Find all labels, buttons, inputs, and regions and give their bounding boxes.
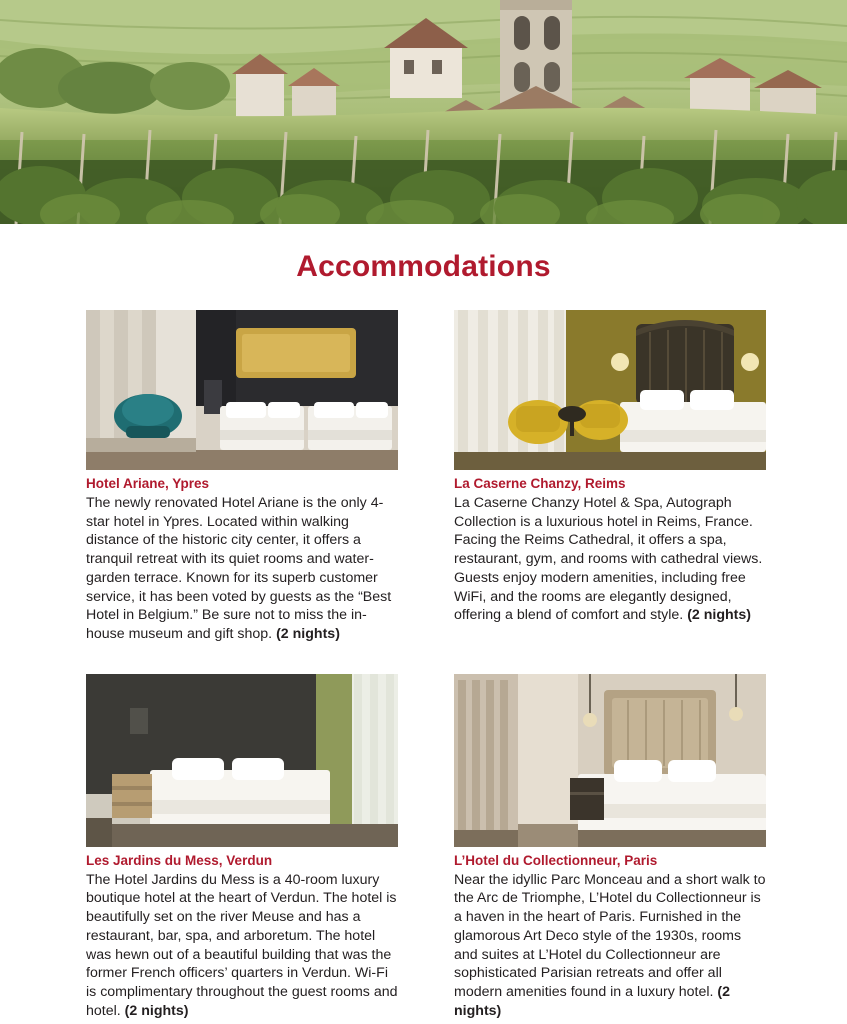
hotel-name: Les Jardins du Mess, Verdun <box>86 852 273 868</box>
hotel-description <box>454 871 766 1021</box>
hotel-description <box>86 494 398 644</box>
hotel-name: Hotel Ariane, Ypres <box>86 476 210 491</box>
hero-illustration <box>0 0 847 224</box>
hotel-card <box>86 674 398 1021</box>
hotel-card <box>86 310 398 644</box>
hotel-nights: (2 nights) <box>687 607 752 624</box>
hotel-photo-ariane <box>86 310 398 470</box>
hotel-photo-collectionneur <box>454 674 766 847</box>
hotel-card <box>454 310 766 644</box>
hotel-name: La Caserne Chanzy, Reims <box>454 476 626 491</box>
hotel-description-text: Near the idyllic Parc Monceau and a short walk to the Arc de Triomphe, L’Hotel du Collectionneur is a haven in the heart of Paris. Furnished in the glamorous Art Deco style of the 1930s, rooms and suites at L’Hotel du Collectionneur are sophisticated Parisian retreats and offer all modern amenities found in a luxury hotel. <box>454 871 766 1001</box>
hotel-name: L’Hotel du Collectionneur, Paris <box>454 852 658 868</box>
hotel-card <box>454 674 766 1021</box>
hotel-description-text: La Caserne Chanzy Hotel & Spa, Autograph Collection is a luxurious hotel in Reims, France. Facing the Reims Cathedral, it offers a spa, restaurant, gym, and rooms with cathedral views. Guests enjoy modern amenities, including free WiFi, and the rooms are elegantly designed, offering a blend of comfort and style. <box>454 494 763 624</box>
hotel-nights: (2 nights) <box>276 626 340 643</box>
hotels-grid <box>0 310 847 1021</box>
hotel-description <box>86 871 398 1021</box>
hotel-description-text: The newly renovated Hotel Ariane is the only 4-star hotel in Ypres. Located within walking distance of the historic city center, it offers a tranquil retreat with its quiet rooms and water-garden terrace. Known for its superb customer service, it has been voted by guests as the “Best Hotel in Belgium.” Be sure not to miss the in-house museum and gift shop. <box>86 494 392 643</box>
hero-banner-image <box>0 0 847 224</box>
hotel-photo-caserne-chanzy <box>454 310 766 470</box>
page-title: Accommodations <box>296 250 551 283</box>
hotel-description <box>454 494 766 625</box>
hotel-photo-jardins-du-mess <box>86 674 398 847</box>
hotel-nights: (2 nights) <box>454 984 731 1019</box>
hotel-description-text: The Hotel Jardins du Mess is a 40-room luxury boutique hotel at the heart of Verdun. The hotel is beautifully set on the river Meuse and has a restaurant, bar, spa, and arboretum. The hotel was hewn out of a beautiful building that was the former French officers’ quarters in Verdun. Wi-Fi is complimentary throughout the guest rooms and hotel. <box>86 871 398 1019</box>
hotel-nights: (2 nights) <box>124 1002 189 1019</box>
